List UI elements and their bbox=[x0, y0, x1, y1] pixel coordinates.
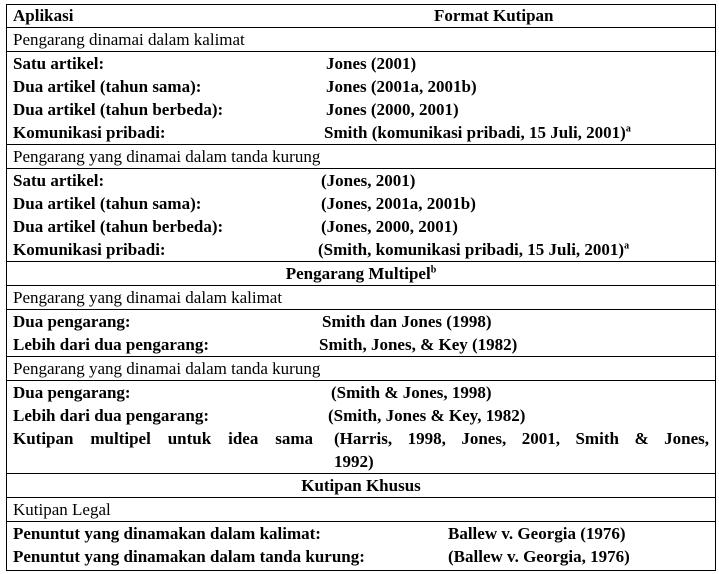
table-row bbox=[7, 169, 715, 192]
table-row bbox=[7, 192, 715, 215]
table-row bbox=[7, 427, 715, 473]
footnote-marker: b bbox=[430, 264, 437, 276]
row-value: Ballew v. Georgia (1976) bbox=[448, 524, 626, 543]
table-row bbox=[7, 121, 715, 144]
section-rows bbox=[7, 168, 715, 261]
table-row bbox=[7, 98, 715, 121]
table-row bbox=[7, 522, 715, 545]
section-title: Pengarang yang dinamai dalam tanda kurung bbox=[13, 147, 321, 166]
row-label: Lebih dari dua pengarang: bbox=[13, 406, 210, 425]
section-rows bbox=[7, 521, 715, 568]
section-title: Pengarang dinamai dalam kalimat bbox=[13, 30, 245, 49]
section-kutipan-legal bbox=[7, 497, 715, 521]
table-row bbox=[7, 310, 715, 333]
header-format-kutipan: Format Kutipan bbox=[434, 6, 554, 25]
row-value: (Jones, 2000, 2001) bbox=[321, 217, 458, 236]
table-row bbox=[7, 238, 715, 261]
row-label: Dua artikel (tahun sama): bbox=[13, 194, 202, 213]
row-value: (Jones, 2001a, 2001b) bbox=[321, 194, 476, 213]
row-label: Lebih dari dua pengarang: bbox=[13, 335, 210, 354]
row-label: Dua artikel (tahun sama): bbox=[13, 77, 202, 96]
row-value: Smith, Jones, & Key (1982) bbox=[319, 335, 518, 354]
section-title: Kutipan Legal bbox=[13, 500, 111, 519]
header-aplikasi: Aplikasi bbox=[13, 6, 74, 25]
table-row bbox=[7, 545, 715, 568]
section-pengarang-dalam-kurung bbox=[7, 144, 715, 168]
row-label: Dua artikel (tahun berbeda): bbox=[13, 100, 224, 119]
row-value: (Smith & Jones, 1998) bbox=[331, 383, 492, 402]
row-value-continuation: 1992) bbox=[334, 452, 374, 471]
table-row bbox=[7, 381, 715, 404]
row-value: Smith (komunikasi pribadi, 15 Juli, 2001)$^a$ bbox=[324, 123, 631, 142]
row-label: Dua artikel (tahun berbeda): bbox=[13, 217, 224, 236]
table-row bbox=[7, 75, 715, 98]
table-row bbox=[7, 333, 715, 356]
row-value: (Harris, 1998, Jones, 2001, Smith & Jones, bbox=[334, 429, 709, 448]
table-header bbox=[7, 5, 715, 27]
footnote-marker: a bbox=[624, 240, 630, 252]
section-kutipan-khusus bbox=[7, 473, 715, 497]
row-label: Dua pengarang: bbox=[13, 312, 131, 331]
row-label: Satu artikel: bbox=[13, 54, 105, 73]
row-label: Dua pengarang: bbox=[13, 383, 131, 402]
row-value: (Smith, Jones & Key, 1982) bbox=[328, 406, 526, 425]
section-pengarang-dalam-kalimat bbox=[7, 27, 715, 51]
citation-format-table bbox=[6, 4, 716, 571]
section-multipel-dalam-kurung bbox=[7, 356, 715, 380]
row-label: Satu artikel: bbox=[13, 171, 105, 190]
row-value: Smith dan Jones (1998) bbox=[322, 312, 492, 331]
row-value: Jones (2001a, 2001b) bbox=[326, 77, 477, 96]
table-row bbox=[7, 404, 715, 427]
table-row bbox=[7, 215, 715, 238]
row-label: Komunikasi pribadi: bbox=[13, 123, 166, 142]
row-label: Komunikasi pribadi: bbox=[13, 240, 166, 259]
table-row bbox=[7, 52, 715, 75]
row-value: (Smith, komunikasi pribadi, 15 Juli, 2001)$^a$ bbox=[318, 240, 630, 259]
section-multipel-dalam-kalimat bbox=[7, 285, 715, 309]
section-heading: Pengarang Multipel$^b$ bbox=[285, 264, 437, 283]
row-value: Jones (2001) bbox=[326, 54, 417, 73]
row-label: Penuntut yang dinamakan dalam tanda kurung: bbox=[13, 547, 365, 566]
section-rows bbox=[7, 309, 715, 356]
row-label: Penuntut yang dinamakan dalam kalimat: bbox=[13, 524, 321, 543]
row-value: (Jones, 2001) bbox=[321, 171, 416, 190]
section-pengarang-multipel bbox=[7, 261, 715, 285]
section-title: Pengarang yang dinamai dalam tanda kurung bbox=[13, 359, 321, 378]
row-label: Kutipan multipel untuk idea sama bbox=[13, 429, 313, 448]
section-rows bbox=[7, 380, 715, 473]
row-value: Jones (2000, 2001) bbox=[326, 100, 459, 119]
footnote-marker: a bbox=[625, 123, 631, 135]
section-title: Pengarang yang dinamai dalam kalimat bbox=[13, 288, 283, 307]
row-value: (Ballew v. Georgia, 1976) bbox=[448, 547, 630, 566]
section-heading: Kutipan Khusus bbox=[301, 476, 421, 495]
section-rows bbox=[7, 51, 715, 144]
